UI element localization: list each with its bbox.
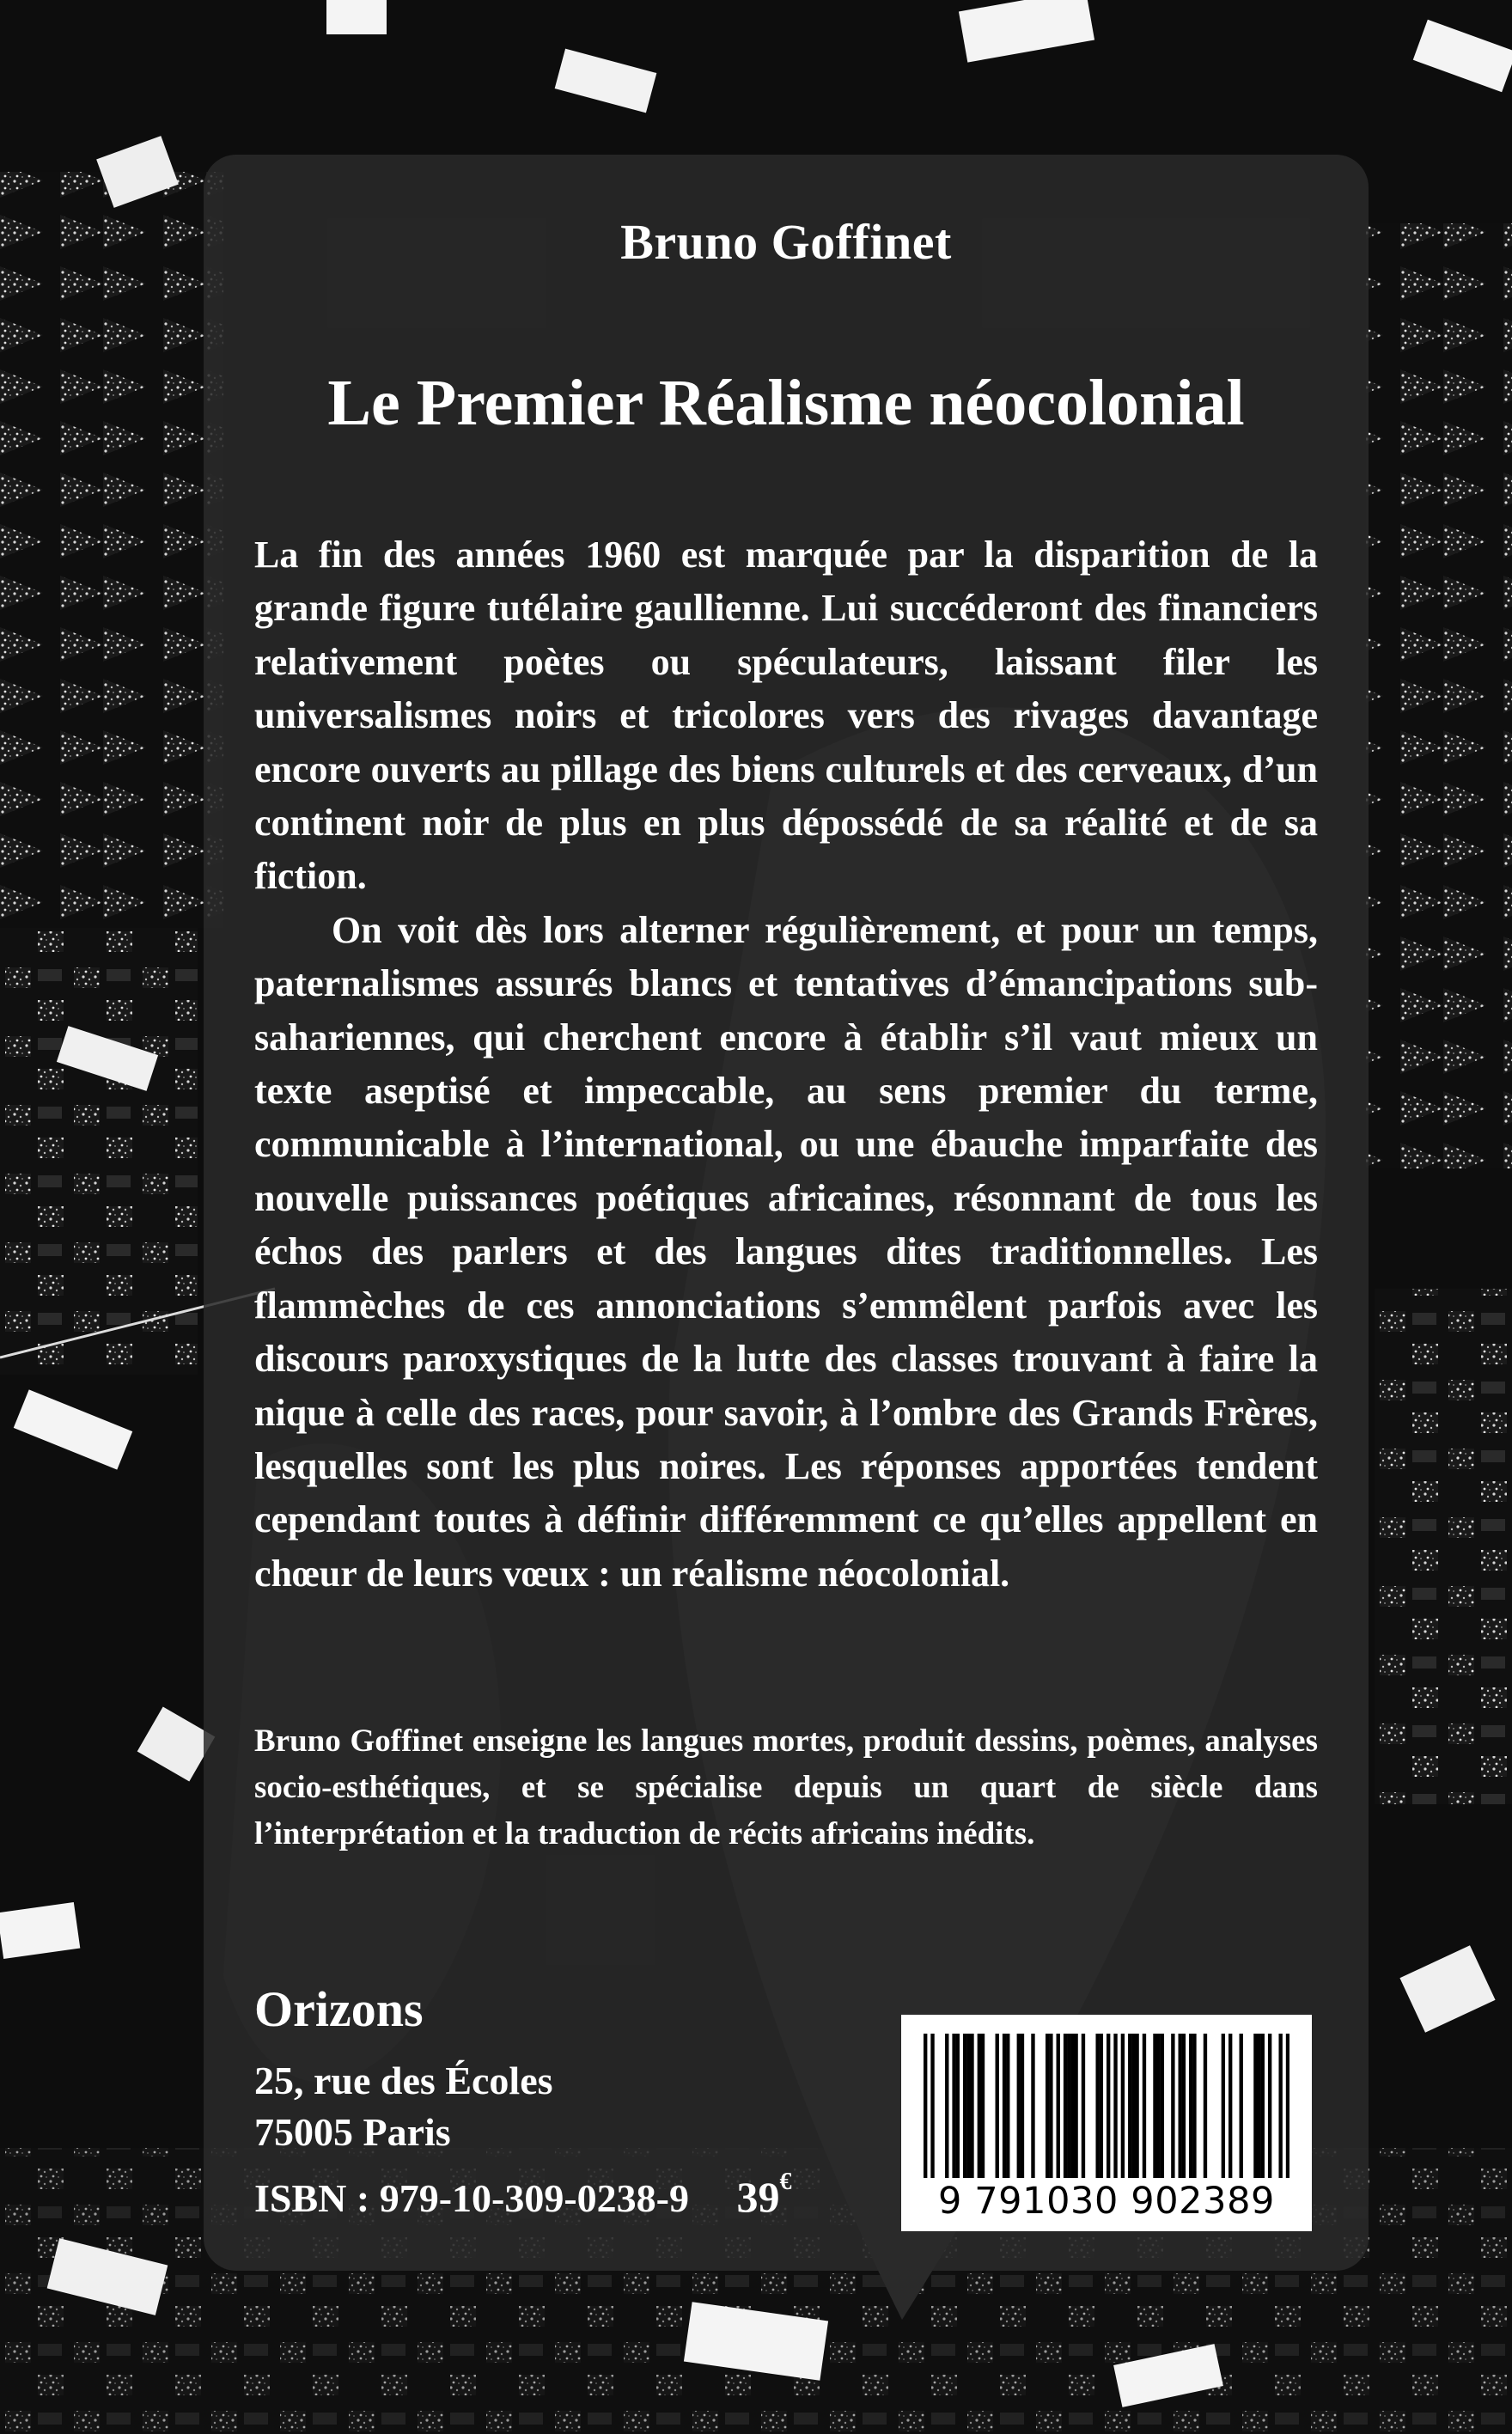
barcode-bar xyxy=(978,2034,981,2178)
barcode-bar xyxy=(956,2034,960,2178)
barcode-bar xyxy=(952,2034,955,2178)
barcode-bar xyxy=(1182,2034,1186,2178)
text-panel xyxy=(204,155,1369,2271)
barcode-bar xyxy=(981,2034,985,2178)
publisher-address-city: 75005 Paris xyxy=(254,2110,451,2154)
barcode-bar xyxy=(924,2034,927,2178)
barcode-bar xyxy=(1131,2034,1135,2178)
barcode-bar xyxy=(1189,2034,1192,2178)
barcode-bar xyxy=(1082,2034,1085,2178)
barcode-bar xyxy=(1003,2034,1006,2178)
isbn-price-row xyxy=(254,2169,792,2222)
book-title: Le Premier Réalisme néocolonial xyxy=(327,367,1245,439)
barcode-bar xyxy=(1171,2034,1174,2178)
barcode-bar xyxy=(1031,2034,1034,2178)
barcode-bar xyxy=(970,2034,973,2178)
barcode-bar xyxy=(966,2034,970,2178)
barcode-bar xyxy=(1135,2034,1138,2178)
price-amount: 39 xyxy=(736,2173,780,2221)
barcode-bar xyxy=(1049,2034,1052,2178)
barcode-bar xyxy=(945,2034,948,2178)
barcode-bar xyxy=(1268,2034,1271,2178)
barcode-bar xyxy=(1095,2034,1099,2178)
author-bio: Bruno Goffinet enseigne les langues mortes, produit dessins, poèmes, analyses socio-esthétiques, et se spécialise depuis un quart de siècle dans l’interprétation et la traduction de récits africains inédits. xyxy=(254,1723,1318,1851)
barcode-bar xyxy=(1286,2034,1289,2178)
price-currency: € xyxy=(779,2169,792,2195)
barcode-bars xyxy=(924,2034,1289,2178)
barcode-bar xyxy=(1113,2034,1117,2178)
barcode-bar xyxy=(1017,2034,1021,2178)
barcode-bar xyxy=(1278,2034,1282,2178)
barcode-bar xyxy=(1204,2034,1207,2178)
barcode-bar xyxy=(1192,2034,1196,2178)
barcode-bar xyxy=(930,2034,934,2178)
price xyxy=(736,2169,792,2222)
barcode-bar xyxy=(1067,2034,1070,2178)
barcode-bar xyxy=(1153,2034,1156,2178)
barcode-bar xyxy=(996,2034,999,2178)
barcode-bar xyxy=(1222,2034,1225,2178)
barcode-bar xyxy=(1143,2034,1146,2178)
barcode-bar xyxy=(1070,2034,1074,2178)
publisher-address-street: 25, rue des Écoles xyxy=(254,2059,553,2102)
barcode-bar xyxy=(1261,2034,1265,2178)
barcode-bar xyxy=(1074,2034,1077,2178)
barcode xyxy=(901,2015,1312,2231)
barcode-bar xyxy=(1156,2034,1160,2178)
barcode-bar xyxy=(1057,2034,1060,2178)
blurb-paragraph-1: La fin des années 1960 est marquée par la disparition de la grande figure tutélaire gaullienne. Lui succéderont des financiers relativement poètes ou spéculateurs, laissant filer les universalismes noirs et tricolores vers des rivages davantage encore ouverts au pillage des biens culturels et des cerveaux, d’un continent noir de plus en plus dépossédé de sa réalité et de sa fiction. xyxy=(254,534,1318,898)
barcode-bar xyxy=(1046,2034,1049,2178)
publisher-name: Orizons xyxy=(254,1981,424,2037)
barcode-bar xyxy=(1253,2034,1257,2178)
barcode-bar xyxy=(1179,2034,1182,2178)
blurb xyxy=(254,528,1318,1601)
barcode-bar xyxy=(1006,2034,1009,2178)
barcode-bar xyxy=(963,2034,966,2178)
barcode-digits: 9 791030 902389 xyxy=(938,2180,1275,2223)
barcode-bar xyxy=(1100,2034,1103,2178)
barcode-bar xyxy=(1128,2034,1131,2178)
barcode-bar xyxy=(1021,2034,1024,2178)
barcode-bar xyxy=(1240,2034,1243,2178)
barcode-bar xyxy=(1161,2034,1164,2178)
barcode-bar xyxy=(1107,2034,1110,2178)
barcode-bar xyxy=(1121,2034,1125,2178)
blurb-paragraph-2: On voit dès lors alterner régulièrement, et pour un temps, paternalismes assurés blancs et tentatives d’émancipations sub-sahariennes, qui cherchent encore à établir s’il vaut mieux un texte aseptisé et impeccable, au sens premier du terme, communicable à l’international, ou une ébauche imparfaite des nouvelle puissances poétiques africaines, résonnant de tous les échos des parlers et des langues dites traditionnelles. Les flammèches de ces annonciations s’emmêlent parfois avec les discours paroxystiques de la lutte des classes trouvant à faire la nique à celle des races, pour savoir, à l’ombre des Grands Frères, lesquelles sont les plus noires. Les réponses apportées tendent cependant toutes à définir différemment ce qu’elles appellent en chœur de leurs vœux : un réalisme néocolonial. xyxy=(254,908,1318,1595)
isbn: ISBN : 979-10-309-0238-9 xyxy=(254,2176,689,2220)
barcode-bar xyxy=(1228,2034,1232,2178)
barcode-bar xyxy=(1064,2034,1067,2178)
author-name: Bruno Goffinet xyxy=(620,214,952,270)
barcode-bar xyxy=(1257,2034,1260,2178)
